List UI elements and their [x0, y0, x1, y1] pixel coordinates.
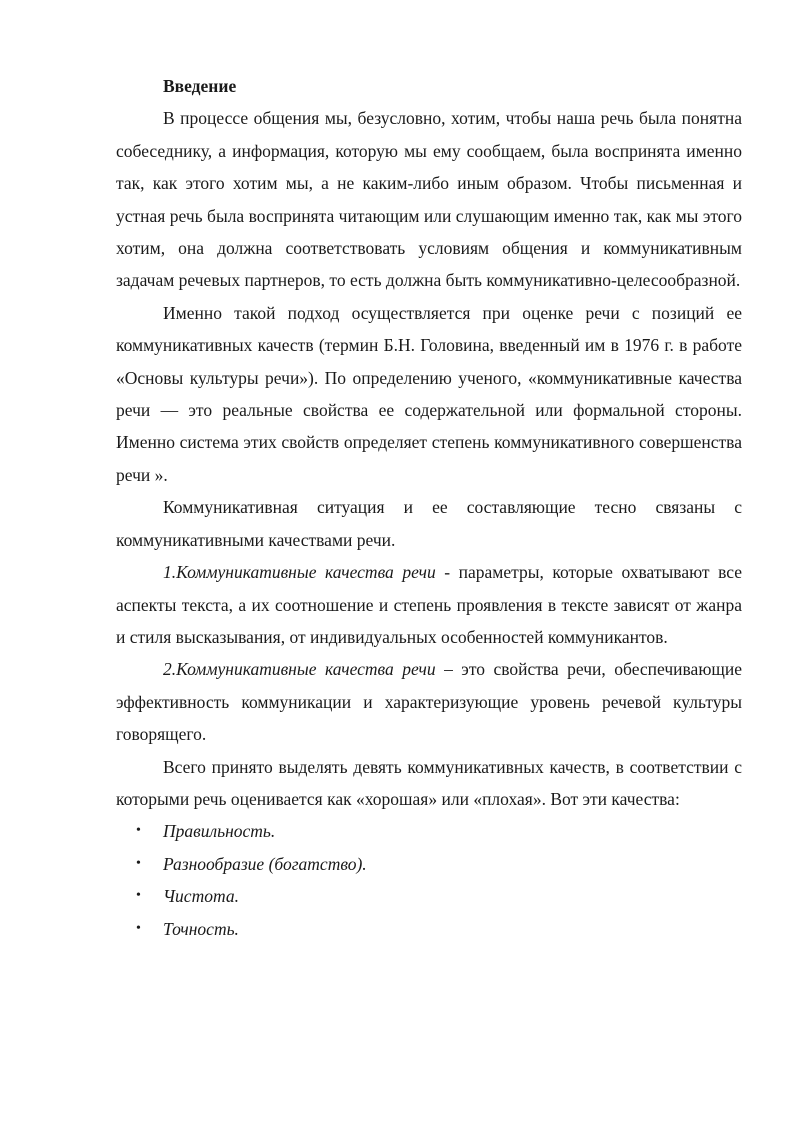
bullet-icon: • — [136, 823, 141, 839]
definition-1-text: - параметры, которые охватывают все аспекты текста, а их соотношение и степень проявления в тексте зависят от жанра и стиля высказывания, от индивидуальных особенностей коммуникантов. — [116, 562, 743, 647]
qualities-list — [116, 815, 742, 945]
list-item — [116, 880, 742, 912]
definition-2-term: 2.Коммуникативные качества речи — [163, 659, 436, 680]
paragraph-situation: Коммуникативная ситуация и ее составляющие тесно связаны с коммуникативными качествами речи. — [116, 497, 742, 550]
list-item — [116, 913, 742, 945]
list-item-text: Правильность. — [163, 821, 276, 842]
list-item-text: Точность. — [163, 918, 239, 939]
section-heading: Введение — [163, 76, 237, 96]
document-page — [116, 70, 742, 945]
definition-1-term: 1.Коммуникативные качества речи — [163, 562, 436, 583]
definition-2-text: – это свойства речи, обеспечивающие эффективность коммуникации и характеризующие уровень речевой культуры говорящего. — [116, 659, 743, 745]
paragraph-golovin: Именно такой подход осуществляется при оценке речи с позиций ее коммуникативных качеств (термин Б.Н. Головина, введенный им в 1976 г. в работе «Основы культуры речи»). По определению ученого, «коммуникативные качества речи — это реальные свойства ее содержательной или формальной стороны. Именно система этих свойств определяет степень коммуникативного совершенства речи ». — [116, 302, 742, 485]
paragraph-intro: В процессе общения мы, безусловно, хотим, чтобы наша речь была понятна собеседнику, а информация, которую мы ему сообщаем, была воспринята именно так, как этого хотим мы, а не каким-либо иным образом. Чтобы письменная и устная речь была воспринята читающим или слушающим именно так, как мы этого хотим, она должна соответствовать условиям общения и коммуникативным задачам речевых партнеров, то есть должна быть коммуникативно-целесообразной. — [116, 108, 742, 291]
bullet-icon: • — [136, 920, 141, 936]
paragraph-definition-1 — [116, 556, 742, 653]
bullet-icon: • — [136, 888, 141, 904]
list-item — [116, 848, 742, 880]
list-item-text: Чистота. — [163, 886, 239, 907]
list-item-text: Разнообразие (богатство). — [163, 853, 367, 874]
list-item — [116, 815, 742, 847]
paragraph-definition-2 — [116, 653, 742, 750]
bullet-icon: • — [136, 855, 141, 871]
paragraph-nine-qualities: Всего принято выделять девять коммуникативных качеств, в соответствии с которыми речь оценивается как «хорошая» или «плохая». Вот эти качества: — [116, 756, 742, 809]
